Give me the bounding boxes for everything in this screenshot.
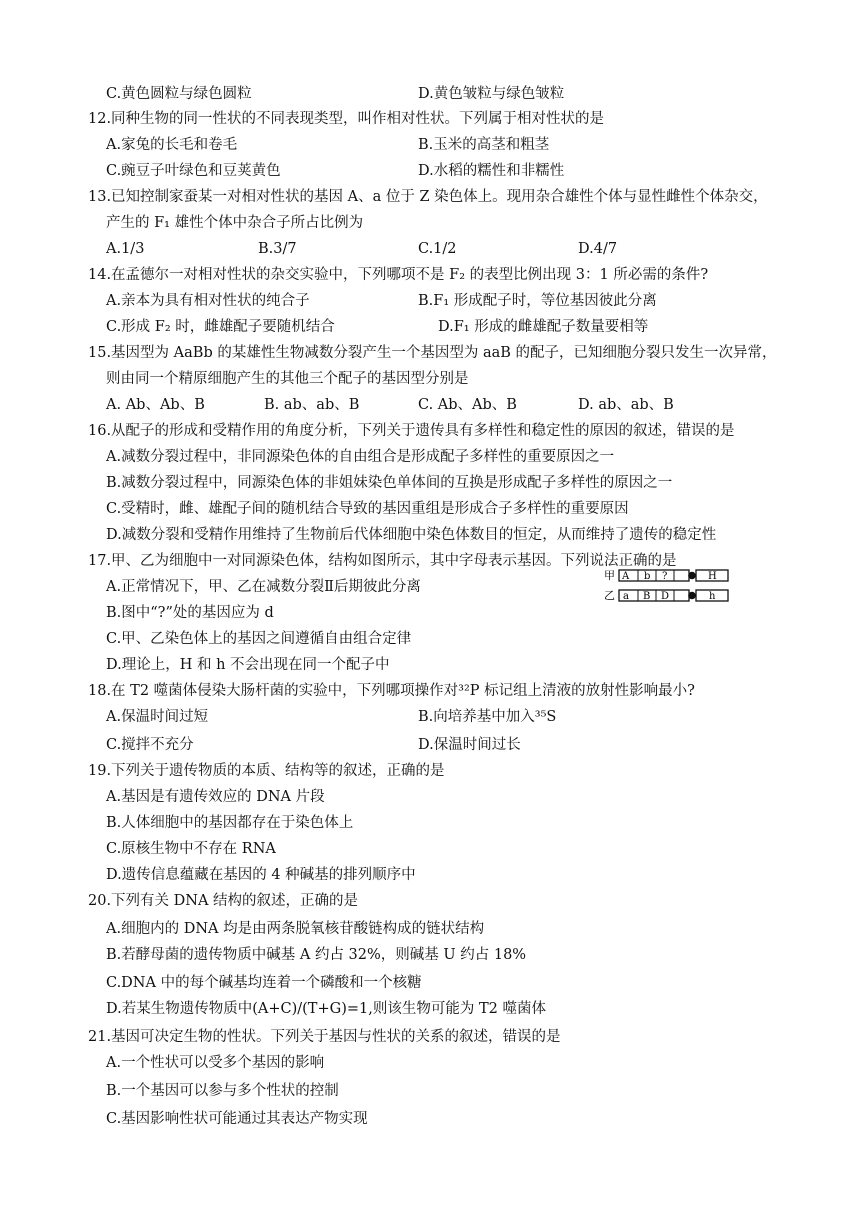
q12-option-d: D.水稻的糯性和非糯性 — [418, 163, 565, 179]
option-d: D.黄色皱粒与绿色皱粒 — [418, 86, 565, 102]
question-19-stem: 19.下列关于遗传物质的本质、结构等的叙述，正确的是 — [88, 763, 445, 779]
q15-option-a: A. Ab、Ab、B — [106, 397, 205, 413]
q20-option-c: C.DNA 中的每个碱基均连着一个磷酸和一个核糖 — [106, 975, 422, 991]
q20-option-d: D.若某生物遗传物质中(A+C)/(T+G)=1,则该生物可能为 T2 噬菌体 — [106, 1001, 546, 1017]
question-12-stem: 12.同种生物的同一性状的不同表现类型，叫作相对性状。下列属于相对性状的是 — [88, 111, 605, 127]
q21-option-c: C.基因影响性状可能通过其表达产物实现 — [106, 1111, 368, 1127]
q20-option-a: A.细胞内的 DNA 均是由两条脱氧核苷酸链构成的链状结构 — [106, 921, 485, 937]
q21-option-b: B.一个基因可以参与多个性状的控制 — [106, 1083, 339, 1099]
jia-gene-H: H — [708, 571, 717, 582]
question-18-stem: 18.在 T2 噬菌体侵染大肠杆菌的实验中，下列哪项操作对³²P 标记组上清液的放射性影响最小? — [88, 683, 695, 699]
q12-option-c: C.豌豆子叶绿色和豆荚黄色 — [106, 163, 281, 179]
question-20-stem: 20.下列有关 DNA 结构的叙述，正确的是 — [88, 893, 359, 909]
yi-gene-B: B — [643, 591, 651, 602]
q15-option-b: B. ab、ab、B — [264, 397, 360, 413]
q19-option-c: C.原核生物中不存在 RNA — [106, 841, 276, 857]
question-15-stem-line2: 则由同一个精原细胞产生的其他三个配子的基因型分别是 — [106, 371, 469, 387]
q16-option-d: D.减数分裂和受精作用维持了生物前后代体细胞中染色体数目的恒定，从而维持了遗传的稳定性 — [106, 527, 717, 543]
q20-option-b: B.若酵母菌的遗传物质中碱基 A 约占 32%，则碱基 U 约占 18% — [106, 947, 527, 963]
q18-option-d: D.保温时间过长 — [418, 737, 521, 753]
q19-option-a: A.基因是有遗传效应的 DNA 片段 — [106, 789, 325, 805]
yi-gene-D: D — [661, 591, 670, 602]
q12-option-a: A.家兔的长毛和卷毛 — [106, 137, 238, 153]
yi-gene-a: a — [623, 591, 629, 602]
question-21-stem: 21.基因可决定生物的性状。下列关于基因与性状的关系的叙述，错误的是 — [88, 1029, 561, 1045]
q19-option-d: D.遗传信息蕴藏在基因的 4 种碱基的排列顺序中 — [106, 867, 416, 883]
chromosome-jia-label: 甲 — [604, 569, 615, 582]
q14-option-a: A.亲本为具有相对性状的纯合子 — [106, 293, 310, 309]
chromosome-yi-arm-left — [619, 590, 689, 601]
q13-option-d: D.4/7 — [578, 241, 618, 257]
q19-option-b: B.人体细胞中的基因都存在于染色体上 — [106, 815, 354, 831]
q16-option-b: B.减数分裂过程中，同源染色体的非姐妹染色单体间的互换是形成配子多样性的原因之一 — [106, 475, 673, 491]
question-13-stem-line1: 13.已知控制家蚕某一对相对性状的基因 A、a 位于 Z 染色体上。现用杂合雄性个体与显性雌性个体杂交， — [88, 189, 768, 205]
option-c: C.黄色圆粒与绿色圆粒 — [106, 86, 252, 102]
q21-option-a: A.一个性状可以受多个基因的影响 — [106, 1055, 325, 1071]
q17-option-a: A.正常情况下，甲、乙在减数分裂Ⅱ后期彼此分离 — [106, 579, 421, 595]
q15-option-d: D. ab、ab、B — [578, 397, 674, 413]
q12-option-b: B.玉米的高茎和粗茎 — [418, 137, 550, 153]
chromosome-figure — [604, 566, 734, 606]
jia-gene-unknown: ? — [662, 571, 668, 582]
question-15-stem-line1: 15.基因型为 AaBb 的某雄性生物减数分裂产生一个基因型为 aaB 的配子，已知细胞分裂只发生一次异常， — [88, 345, 777, 361]
question-16-stem: 16.从配子的形成和受精作用的角度分析，下列关于遗传具有多样性和稳定性的原因的叙述，错误的是 — [88, 423, 735, 439]
q13-option-c: C.1/2 — [418, 241, 457, 257]
chromosome-jia-arm-left — [619, 570, 689, 581]
q17-option-b: B.图中“?”处的基因应为 d — [106, 605, 274, 621]
q16-option-a: A.减数分裂过程中，非同源染色体的自由组合是形成配子多样性的重要原因之一 — [106, 449, 615, 465]
q13-option-b: B.3/7 — [258, 241, 297, 257]
chromosome-yi-label: 乙 — [604, 589, 615, 602]
q15-option-c: C. Ab、Ab、B — [418, 397, 517, 413]
q18-option-c: C.搅拌不充分 — [106, 737, 194, 753]
q14-option-b: B.F₁ 形成配子时，等位基因彼此分离 — [418, 293, 657, 309]
question-17-stem: 17.甲、乙为细胞中一对同源染色体，结构如图所示，其中字母表示基因。下列说法正确的是 — [88, 553, 677, 569]
q13-option-a: A.1/3 — [106, 241, 145, 257]
question-13-stem-line2: 产生的 F₁ 雄性个体中杂合子所占比例为 — [106, 215, 364, 231]
q14-option-c: C.形成 F₂ 时，雌雄配子要随机结合 — [106, 319, 335, 335]
question-14-stem: 14.在孟德尔一对相对性状的杂交实验中，下列哪项不是 F₂ 的表型比例出现 3：1 所必需的条件? — [88, 267, 709, 283]
chromosome-jia-centromere — [688, 572, 696, 580]
q14-option-d: D.F₁ 形成的雌雄配子数量要相等 — [438, 319, 649, 335]
q17-option-d: D.理论上，H 和 h 不会出现在同一个配子中 — [106, 657, 390, 673]
q18-option-b: B.向培养基中加入³⁵S — [418, 709, 557, 725]
q18-option-a: A.保温时间过短 — [106, 709, 209, 725]
q17-option-c: C.甲、乙染色体上的基因之间遵循自由组合定律 — [106, 631, 412, 647]
yi-gene-h: h — [709, 591, 716, 602]
jia-gene-A: A — [622, 571, 630, 582]
jia-gene-b: b — [644, 571, 651, 582]
q16-option-c: C.受精时，雌、雄配子间的随机结合导致的基因重组是形成合子多样性的重要原因 — [106, 501, 629, 517]
chromosome-yi-centromere — [688, 592, 696, 600]
